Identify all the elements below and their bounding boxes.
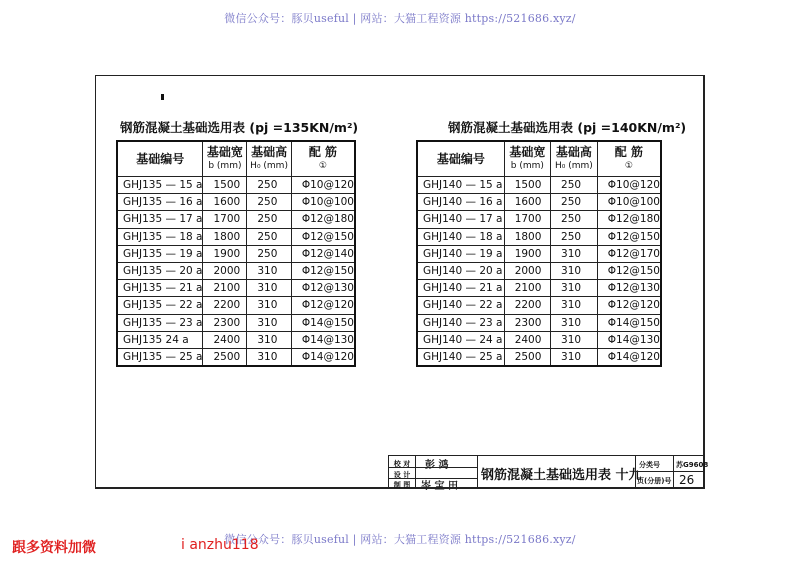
cell-code: GHJ135 — 25 a: [117, 348, 203, 366]
cell-height: 250: [247, 194, 291, 211]
cell-code: GHJ140 — 15 a: [417, 177, 504, 194]
cell-height: 310: [551, 348, 598, 366]
title-block-divider: [477, 456, 478, 489]
footer-contact-text: 跟多资料加微: [12, 540, 96, 556]
cell-width: 1900: [504, 245, 550, 262]
role-draw-label: 制 图: [393, 481, 411, 489]
cell-height: 250: [551, 177, 598, 194]
cell-rebar: Φ10@100: [597, 194, 661, 211]
cell-width: 2500: [203, 348, 247, 366]
cell-code: GHJ140 — 20 a: [417, 262, 504, 279]
header-rebar: 配 筋 ①: [291, 141, 355, 177]
table-row: [117, 211, 355, 228]
cell-width: 1600: [504, 194, 550, 211]
title-block-divider: [635, 471, 705, 472]
ink-mark: [161, 94, 164, 100]
cell-code: GHJ140 — 22 a: [417, 297, 504, 314]
role-check-label: 校 对: [393, 460, 411, 468]
cell-code: GHJ135 — 21 a: [117, 280, 203, 297]
header-code: 基础编号: [417, 141, 504, 177]
title-block-divider: [673, 456, 674, 489]
cell-rebar: Φ14@130: [291, 331, 355, 348]
table-row: [417, 228, 661, 245]
cell-height: 250: [247, 228, 291, 245]
cell-rebar: Φ12@130: [291, 280, 355, 297]
cell-height: 250: [551, 211, 598, 228]
title-block-divider: [415, 456, 416, 489]
cell-height: 310: [247, 331, 291, 348]
cell-width: 1700: [504, 211, 550, 228]
signature-check: 彭 鸿: [425, 460, 449, 471]
role-design-label: 设 计: [393, 471, 411, 479]
cell-width: 2100: [203, 280, 247, 297]
cell-width: 2200: [504, 297, 550, 314]
cell-width: 1800: [203, 228, 247, 245]
cell-height: 250: [247, 177, 291, 194]
cell-rebar: Φ10@120: [597, 177, 661, 194]
cell-code: GHJ140 — 19 a: [417, 245, 504, 262]
cell-code: GHJ135 — 16 a: [117, 194, 203, 211]
header-width: 基础宽 b (mm): [504, 141, 550, 177]
table-header-row: [117, 141, 355, 177]
cell-width: 2400: [203, 331, 247, 348]
cell-code: GHJ135 — 15 a: [117, 177, 203, 194]
cell-height: 310: [551, 245, 598, 262]
cell-width: 2400: [504, 331, 550, 348]
cell-rebar: Φ14@130: [597, 331, 661, 348]
table-row: [117, 348, 355, 366]
cell-code: GHJ135 — 18 a: [117, 228, 203, 245]
cell-height: 250: [247, 245, 291, 262]
footer-contact-id: i anzhu118: [181, 537, 259, 553]
cell-rebar: Φ12@120: [291, 297, 355, 314]
table-row: [117, 245, 355, 262]
cell-height: 310: [551, 314, 598, 331]
table-row: [417, 348, 661, 366]
header-height: 基础高 H₀ (mm): [551, 141, 598, 177]
cell-width: 2100: [504, 280, 550, 297]
cell-rebar: Φ14@120: [291, 348, 355, 366]
cell-height: 310: [551, 280, 598, 297]
cell-height: 310: [551, 331, 598, 348]
table-row: [417, 194, 661, 211]
cell-rebar: Φ12@150: [291, 228, 355, 245]
cell-code: GHJ135 24 a: [117, 331, 203, 348]
cell-code: GHJ140 — 25 a: [417, 348, 504, 366]
cell-rebar: Φ12@150: [597, 228, 661, 245]
cell-height: 310: [247, 314, 291, 331]
table-row: [117, 194, 355, 211]
drawing-title: 钢筋混凝土基础选用表 十九: [481, 468, 642, 483]
cell-width: 2500: [504, 348, 550, 366]
cell-width: 1900: [203, 245, 247, 262]
cell-width: 1700: [203, 211, 247, 228]
table-row: [417, 211, 661, 228]
table-row: [117, 331, 355, 348]
watermark-top: 微信公众号：豚贝useful | 网站：大猫工程资源 https://521686.xyz/: [224, 12, 576, 25]
cell-code: GHJ140 — 18 a: [417, 228, 504, 245]
cell-width: 1800: [504, 228, 550, 245]
cell-rebar: Φ12@180: [291, 211, 355, 228]
cell-code: GHJ135 — 19 a: [117, 245, 203, 262]
cell-rebar: Φ12@120: [597, 297, 661, 314]
cell-height: 310: [247, 348, 291, 366]
cell-width: 2300: [504, 314, 550, 331]
table-row: [417, 314, 661, 331]
cell-code: GHJ135 — 23 a: [117, 314, 203, 331]
cell-code: GHJ135 — 22 a: [117, 297, 203, 314]
signature-draw: 岑 宝 田: [421, 481, 458, 492]
cell-width: 1600: [203, 194, 247, 211]
title-block-divider: [635, 456, 636, 489]
cell-rebar: Φ12@170: [597, 245, 661, 262]
table-row: [117, 297, 355, 314]
header-rebar: 配 筋 ①: [597, 141, 661, 177]
category-value: 苏G9608: [676, 461, 709, 469]
table-row: [417, 177, 661, 194]
table-row: [417, 262, 661, 279]
table-row: [417, 280, 661, 297]
cell-height: 310: [551, 262, 598, 279]
cell-rebar: Φ14@120: [597, 348, 661, 366]
title-block: [388, 455, 709, 492]
cell-rebar: Φ12@150: [597, 262, 661, 279]
cell-rebar: Φ12@180: [597, 211, 661, 228]
category-label: 分类号: [639, 461, 660, 469]
cell-rebar: Φ12@130: [597, 280, 661, 297]
cell-width: 2000: [504, 262, 550, 279]
cell-width: 1500: [504, 177, 550, 194]
cell-height: 310: [551, 297, 598, 314]
cell-rebar: Φ10@100: [291, 194, 355, 211]
foundation-table-140: [416, 140, 662, 367]
cell-width: 2200: [203, 297, 247, 314]
table-row: [117, 280, 355, 297]
cell-width: 2300: [203, 314, 247, 331]
cell-rebar: Φ14@150: [597, 314, 661, 331]
table-row: [117, 228, 355, 245]
cell-rebar: Φ10@120: [291, 177, 355, 194]
cell-height: 250: [247, 211, 291, 228]
cell-code: GHJ135 — 17 a: [117, 211, 203, 228]
cell-code: GHJ135 — 20 a: [117, 262, 203, 279]
cell-code: GHJ140 — 17 a: [417, 211, 504, 228]
table-row: [117, 314, 355, 331]
table2-title: 钢筋混凝土基础选用表 (pj =140KN/m²): [448, 120, 687, 135]
table-row: [117, 262, 355, 279]
table-row: [417, 297, 661, 314]
watermark-bottom: 微信公众号：豚贝useful | 网站：大猫工程资源 https://521686.xyz/: [224, 533, 576, 546]
table1-title: 钢筋混凝土基础选用表 (pj =135KN/m²): [120, 120, 359, 135]
header-width: 基础宽 b (mm): [203, 141, 247, 177]
cell-rebar: Φ14@150: [291, 314, 355, 331]
header-code: 基础编号: [117, 141, 203, 177]
cell-code: GHJ140 — 23 a: [417, 314, 504, 331]
cell-code: GHJ140 — 24 a: [417, 331, 504, 348]
cell-width: 2000: [203, 262, 247, 279]
cell-width: 1500: [203, 177, 247, 194]
table-header-row: [417, 141, 661, 177]
cell-rebar: Φ12@150: [291, 262, 355, 279]
cell-height: 310: [247, 262, 291, 279]
table-row: [417, 245, 661, 262]
cell-code: GHJ140 — 16 a: [417, 194, 504, 211]
cell-height: 310: [247, 280, 291, 297]
page-label: 页(分册)号: [637, 477, 672, 485]
table-row: [417, 331, 661, 348]
cell-code: GHJ140 — 21 a: [417, 280, 504, 297]
cell-rebar: Φ12@140: [291, 245, 355, 262]
cell-height: 310: [247, 297, 291, 314]
page-number: 26: [679, 473, 695, 487]
cell-height: 250: [551, 228, 598, 245]
table-row: [117, 177, 355, 194]
cell-height: 250: [551, 194, 598, 211]
header-height: 基础高 H₀ (mm): [247, 141, 291, 177]
foundation-table-135: [116, 140, 356, 367]
